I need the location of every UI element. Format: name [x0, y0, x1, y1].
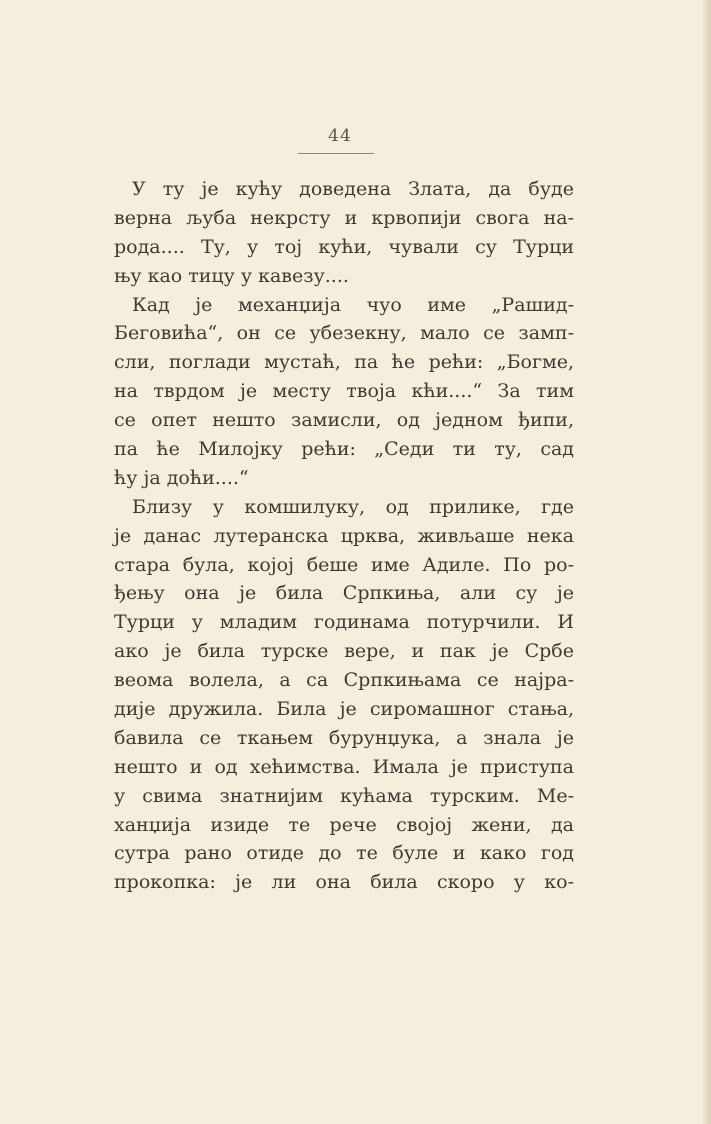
text-line: је данас лутеранска црква, живљаше нека — [114, 524, 574, 547]
text-line: Турци у младим годинама потурчили. И — [114, 611, 574, 634]
page-number-rule — [298, 153, 374, 154]
text-line: њу као тицу у кавезу.... — [114, 264, 349, 287]
text-line: на тврдом је месту твоја кћи....“ За тим — [114, 380, 574, 403]
text-line: стара була, којој беше име Адиле. По ро- — [114, 553, 574, 576]
text-line: Беговића“, он се убезекну, мало се замп- — [114, 322, 574, 345]
text-line: сутра рано отиде до те буле и како год — [114, 842, 574, 865]
page-number: 44 — [328, 126, 352, 146]
text-line: нешто и од хећимства. Имала је приступа — [114, 755, 574, 778]
text-line: верна љуба некрсту и крвопији свога на- — [114, 206, 574, 229]
text-line: бавила се ткањем бурунџука, а знала је — [114, 726, 574, 749]
text-line: У ту је кућу доведена Злата, да буде — [132, 178, 574, 200]
text-line: веома волела, а са Српкињама се најра- — [114, 669, 574, 692]
body-text — [114, 175, 574, 897]
text-line: прокопка: је ли она била скоро у ко- — [114, 871, 574, 894]
text-line: сли, поглади мустаћ, па ће рећи: „Богме, — [114, 351, 574, 374]
text-line: Кад је механџија чуо име „Рашид- — [132, 293, 574, 316]
text-line: ћу ја доћи....“ — [114, 466, 249, 489]
text-line: ако је била турске вере, и пак је Србе — [114, 640, 574, 663]
page-edge-shadow — [703, 0, 711, 1124]
text-line: ђењу она је била Српкиња, али су је — [114, 582, 574, 605]
text-line: па ће Милојку рећи: „Седи ти ту, сад — [114, 438, 574, 461]
text-line: дије дружила. Била је сиромашног стања, — [114, 698, 574, 721]
text-line: се опет нешто замисли, од једном ђипи, — [114, 409, 574, 432]
text-line: Близу у комшилуку, од прилике, где — [132, 495, 574, 518]
text-line: у свима знатнијим кућама турским. Ме- — [114, 784, 574, 807]
text-line: рода.... Ту, у тој кући, чували су Турци — [114, 235, 574, 258]
text-line: ханџија изиде те рече својој жени, да — [114, 813, 574, 836]
